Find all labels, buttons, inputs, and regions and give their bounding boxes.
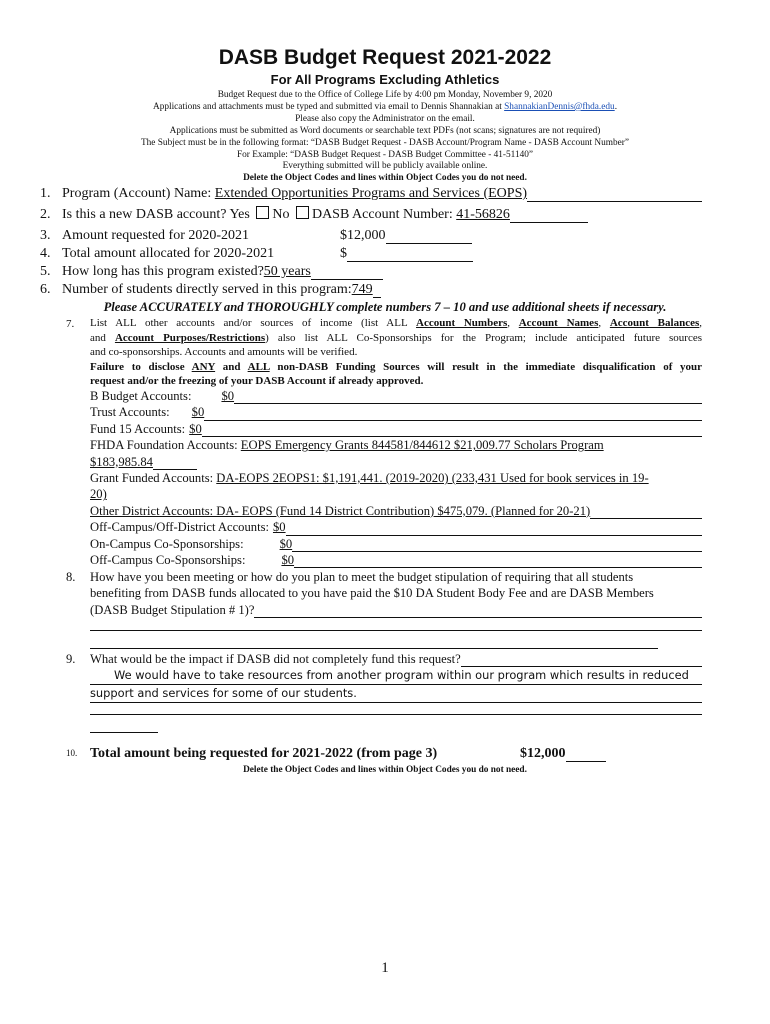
trust-row: Trust Accounts: $0 (90, 404, 702, 420)
note-delete-codes: Delete the Object Codes and lines within Object Codes you do not need. (243, 173, 527, 184)
note-copy-admin: Please also copy the Administrator on the email. (295, 113, 475, 124)
page-number: 1 (381, 960, 389, 976)
submission-notes (0, 90, 770, 185)
offcampus-co-row: Off-Campus Co-Sponsorships: $0 (90, 552, 702, 568)
question-7: List ALL other accounts and/or sources of income (list ALL Account Numbers, Account Names, Account Balances, and Account Purposes/Restrictions) also list ALL Co-Sponsorships for the Program; include anticipated future sources and co-sponsorships. Accounts and amounts will be verified. Failure to disclose ANY and ALL non-DASB Funding Sources will result in the immediate disqualification of your request and/or the freezing of your DASB Account if already approved. (90, 317, 703, 387)
offcampus-district-row: Off-Campus/Off-District Accounts: $0 (90, 519, 702, 535)
grant-value[interactable]: DA-EOPS 2EOPS1: $1,191,441. (2019-2020) (233,431 Used for book services in 19- (216, 471, 649, 486)
q9-answer-line-1: We would have to take resources from another program within our program which results in reduced (90, 667, 702, 685)
q8-answer-line-2[interactable] (90, 648, 658, 649)
students-served-value[interactable]: 749 (351, 282, 373, 297)
program-age-value[interactable]: 50 years (263, 264, 311, 279)
page-subtitle: For All Programs Excluding Athletics (270, 72, 500, 87)
oncampus-co-row: On-Campus Co-Sponsorships: $0 (90, 536, 702, 552)
question-2: 2. Is this a new DASB account? Yes No DASB Account Number: 41-56826 (40, 206, 588, 223)
question-3: 3. Amount requested for 2020-2021 $12,000 (40, 227, 249, 244)
q8-answer-line-1[interactable] (90, 630, 702, 631)
fhda-row: FHDA Foundation Accounts: EOPS Emergency Grants 844581/844612 $21,009.77 Scholars Program (90, 438, 604, 453)
fund15-value[interactable]: $0 (189, 421, 202, 436)
question-8: How have you been meeting or how do you plan to meet the budget stipulation of requiring that all students benefiting from DASB funds allocated to you have paid the $10 DA Student Body Fee and are DASB Members (DASB Budget Stipulation # 1)? (90, 569, 702, 618)
b-budget-row: B Budget Accounts: $0 (90, 388, 702, 404)
oncampus-co-value[interactable]: $0 (279, 536, 293, 551)
other-district-row (90, 503, 702, 519)
note-submission: Applications and attachments must be typed and submitted via email to Dennis Shannakian at ShannakianDennis@fhda.edu. (152, 101, 618, 112)
b-budget-value[interactable]: $0 (221, 389, 235, 403)
note-due-date: Budget Request due to the Office of College Life by 4:00 pm Monday, November 9, 2020 (217, 90, 553, 100)
offcampus-co-value[interactable]: $0 (281, 553, 295, 568)
question-6: 6. Number of students directly served in this program:749 (40, 281, 381, 298)
question-4: 4. Total amount allocated for 2020-2021 $ (40, 245, 274, 262)
grant-row: Grant Funded Accounts: DA-EOPS 2EOPS1: $1,191,441. (2019-2020) (233,431 Used for book services in 19- (90, 471, 649, 486)
note-subject: The Subject must be in the following format: “DASB Budget Request - DASB Account/Program Name - DASB Account Number” (140, 137, 629, 148)
total-requested-value[interactable]: $12,000 (520, 746, 566, 761)
question-1: 1. Program (Account) Name: Extended Opportunities Programs and Services (EOPS) (40, 185, 702, 202)
instruction-text: Please ACCURATELY and THOROUGHLY complete numbers 7 – 10 and use additional sheets if necessary. (103, 300, 667, 314)
question-9: What would be the impact if DASB did not completely fund this request? (90, 651, 702, 667)
yes-checkbox[interactable] (256, 206, 269, 219)
note-public: Everything submitted will be publicly available online. (282, 161, 488, 172)
question-10: Total amount being requested for 2021-2022 (from page 3) $12,000 (90, 745, 437, 762)
account-number-value[interactable]: 41-56826 (456, 207, 510, 222)
disclosure-warning: Failure to disclose ANY and ALL non-DASB Funding Sources will result in the immediate disqualification of your (90, 360, 703, 373)
fhda-value[interactable]: EOPS Emergency Grants 844581/844612 $21,009.77 Scholars Program (240, 438, 604, 453)
question-7-number: 7. (66, 318, 75, 330)
no-checkbox[interactable] (296, 206, 309, 219)
q9-answer-line-4[interactable] (90, 732, 158, 733)
note-example: For Example: “DASB Budget Request - DASB Budget Committee - 41-51140” (236, 149, 534, 160)
question-8-number: 8. (66, 570, 76, 584)
question-10-number: 10. (66, 748, 78, 758)
email-link[interactable]: ShannakianDennis@fhda.edu (504, 101, 615, 112)
trust-value[interactable]: $0 (191, 405, 205, 420)
program-name-value[interactable]: Extended Opportunities Programs and Services (EOPS) (214, 186, 528, 201)
amount-requested-value[interactable]: $12,000 (340, 228, 386, 243)
offcampus-district-value[interactable]: $0 (272, 520, 286, 535)
q9-answer[interactable] (90, 667, 702, 703)
page-title: DASB Budget Request 2021-2022 (218, 46, 552, 69)
question-9-number: 9. (66, 652, 76, 666)
footer-note: Delete the Object Codes and lines within Object Codes you do not need. (243, 765, 527, 775)
fund15-row: Fund 15 Accounts: $0 (90, 421, 702, 437)
q9-answer-line-3[interactable] (90, 714, 702, 715)
income-sources: B Budget Accounts: $0 Trust Accounts: $0 Fund 15 Accounts: $0 FHDA Foundation Accounts: EOPS Emergency Grants 844581/844612 $21,009.77 Scholars Program $183,985.84 Grant Funded Accounts: DA-EOPS 2EOPS1: $1,191,441. (2019-2020) (233,431 Used for book services in 19- 20) Other District Accounts: DA- EOPS (Fund 14 District Contribution) $475,079. (Planned for 20-21) Off-Campus/Off-District Accounts: $0 On-Campus Co-Sponsorships: $0 Off-Campus Co-Sponsorships: $0 (90, 388, 702, 568)
question-5: 5. How long has this program existed?50 years (40, 263, 383, 280)
note-format: Applications must be submitted as Word documents or searchable text PDFs (not scans; signatures are not required) (169, 125, 601, 136)
q9-answer-line-2: support and services for some of our students. (90, 685, 702, 703)
other-district-value[interactable]: Other District Accounts: DA- EOPS (Fund 14 District Contribution) $475,079. (Planned for 20-21) (90, 503, 591, 518)
amount-allocated-value[interactable]: $ (340, 246, 347, 261)
